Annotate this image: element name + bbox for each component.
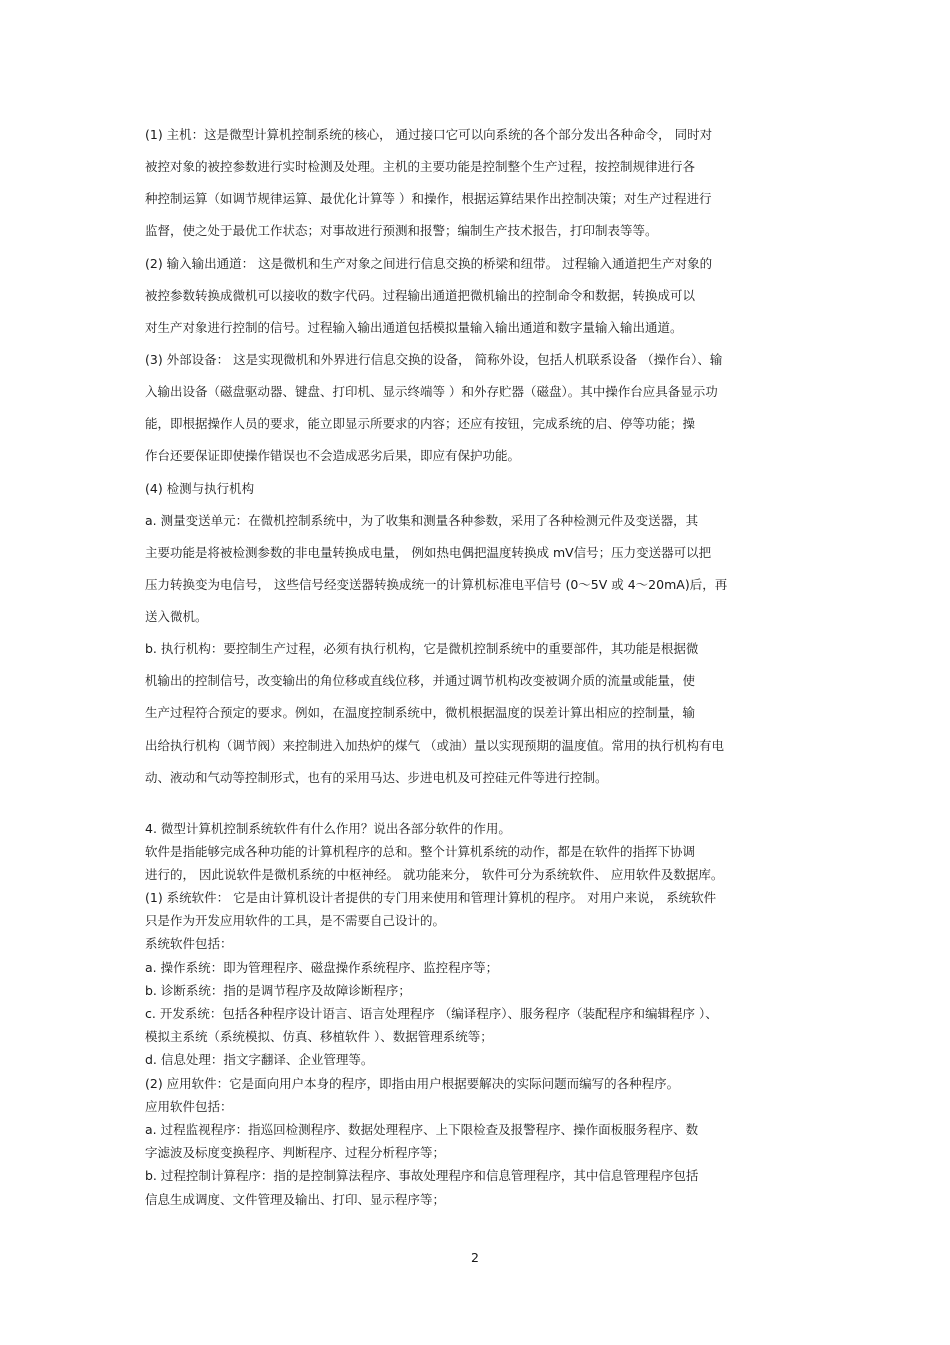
paragraph-line: 信息生成调度、文件管理及输出、打印、显示程序等； <box>145 1192 446 1207</box>
paragraph-line: 只是作为开发应用软件的工具，是不需要自己设计的。 <box>145 913 446 928</box>
paragraph-line: (3) 外部设备： 这是实现微机和外界进行信息交换的设备， 简称外设，包括人机联系设备 （操作台）、输 <box>145 352 723 367</box>
paragraph-line: 被控参数转换成微机可以接收的数字代码。过程输出通道把微机输出的控制命令和数据，转换成可以 <box>145 288 696 303</box>
paragraph-line: 被控对象的被控参数进行实时检测及处理。主机的主要功能是控制整个生产过程，按控制规律进行各 <box>145 159 696 174</box>
paragraph-line: a. 过程监视程序：指巡回检测程序、数据处理程序、上下限检查及报警程序、操作面板服务程序、数 <box>145 1122 699 1137</box>
paragraph-line: b. 执行机构：要控制生产过程，必须有执行机构，它是微机控制系统中的重要部件，其功能是根据微 <box>145 641 699 656</box>
paragraph-line: 应用软件包括： <box>145 1099 233 1114</box>
paragraph-line: 生产过程符合预定的要求。例如，在温度控制系统中，微机根据温度的误差计算出相应的控制量，输 <box>145 705 696 720</box>
paragraph-line: 主要功能是将被检测参数的非电量转换成电量， 例如热电偶把温度转换成 mV信号；压力变送器可以把 <box>145 545 712 560</box>
paragraph-line: 能，即根据操作人员的要求，能立即显示所要求的内容；还应有按钮，完成系统的启、停等功能；操 <box>145 416 696 431</box>
paragraph-line: 进行的， 因此说软件是微机系统的中枢神经。 就功能来分， 软件可分为系统软件、 应用软件及数据库。 <box>145 867 724 882</box>
paragraph-line: 字滤波及标度变换程序、判断程序、过程分析程序等； <box>145 1145 446 1160</box>
paragraph-line: d. 信息处理：指文字翻译、企业管理等。 <box>145 1052 374 1067</box>
paragraph-line: a. 测量变送单元：在微机控制系统中，为了收集和测量各种参数，采用了各种检测元件及变送器，其 <box>145 513 699 528</box>
paragraph-line: b. 过程控制计算程序：指的是控制算法程序、事故处理程序和信息管理程序，其中信息管理程序包括 <box>145 1168 699 1183</box>
paragraph-line: (1) 主机：这是微型计算机控制系统的核心， 通过接口它可以向系统的各个部分发出各种命令， 同时对 <box>145 127 713 142</box>
paragraph-line: b. 诊断系统：指的是调节程序及故障诊断程序； <box>145 983 411 998</box>
paragraph-line: (1) 系统软件： 它是由计算机设计者提供的专门用来使用和管理计算机的程序。 对用户来说， 系统软件 <box>145 890 717 905</box>
paragraph-line: 作台还要保证即使操作错误也不会造成恶劣后果，即应有保护功能。 <box>145 448 521 463</box>
paragraph-line: 模拟主系统（系统模拟、仿真、移植软件 ）、数据管理系统等； <box>145 1029 493 1044</box>
paragraph-line: 系统软件包括： <box>145 936 233 951</box>
paragraph-line: a. 操作系统：即为管理程序、磁盘操作系统程序、监控程序等； <box>145 960 499 975</box>
page-number: 2 <box>471 1250 479 1265</box>
paragraph-line: (4) 检测与执行机构 <box>145 481 255 496</box>
paragraph-line: 压力转换变为电信号， 这些信号经变送器转换成统一的计算机标准电平信号 (0～5V 或 4～20mA)后，再 <box>145 577 728 592</box>
paragraph-line: 种控制运算（如调节规律运算、最优化计算等 ）和操作，根据运算结果作出控制决策；对生产过程进行 <box>145 191 712 206</box>
paragraph-line: 监督，使之处于最优工作状态；对事故进行预测和报警；编制生产技术报告，打印制表等等。 <box>145 223 658 238</box>
paragraph-line: 送入微机。 <box>145 609 208 624</box>
paragraph-line: (2) 输入输出通道： 这是微机和生产对象之间进行信息交换的桥梁和纽带。 过程输入通道把生产对象的 <box>145 256 713 271</box>
paragraph-line: 对生产对象进行控制的信号。过程输入输出通道包括模拟量输入输出通道和数字量输入输出通道。 <box>145 320 683 335</box>
paragraph-line: 入输出设备（磁盘驱动器、键盘、打印机、显示终端等 ）和外存贮器（磁盘）。其中操作台应具备显示功 <box>145 384 718 399</box>
paragraph-line: 软件是指能够完成各种功能的计算机程序的总和。整个计算机系统的动作，都是在软件的指挥下协调 <box>145 844 696 859</box>
paragraph-line: (2) 应用软件：它是面向用户本身的程序，即指由用户根据要解决的实际问题而编写的各种程序。 <box>145 1076 680 1091</box>
paragraph-line: c. 开发系统：包括各种程序设计语言、语言处理程序 （编译程序）、服务程序（装配程序和编辑程序 ）、 <box>145 1006 718 1021</box>
question-heading: 4. 微型计算机控制系统软件有什么作用？说出各部分软件的作用。 <box>145 821 511 836</box>
paragraph-line: 机输出的控制信号，改变输出的角位移或直线位移，并通过调节机构改变被调介质的流量或能量，使 <box>145 673 696 688</box>
paragraph-line: 动、液动和气动等控制形式，也有的采用马达、步进电机及可控硅元件等进行控制。 <box>145 770 608 785</box>
paragraph-line: 出给执行机构（调节阀）来控制进入加热炉的煤气 （或油）量以实现预期的温度值。常用的执行机构有电 <box>145 738 724 753</box>
